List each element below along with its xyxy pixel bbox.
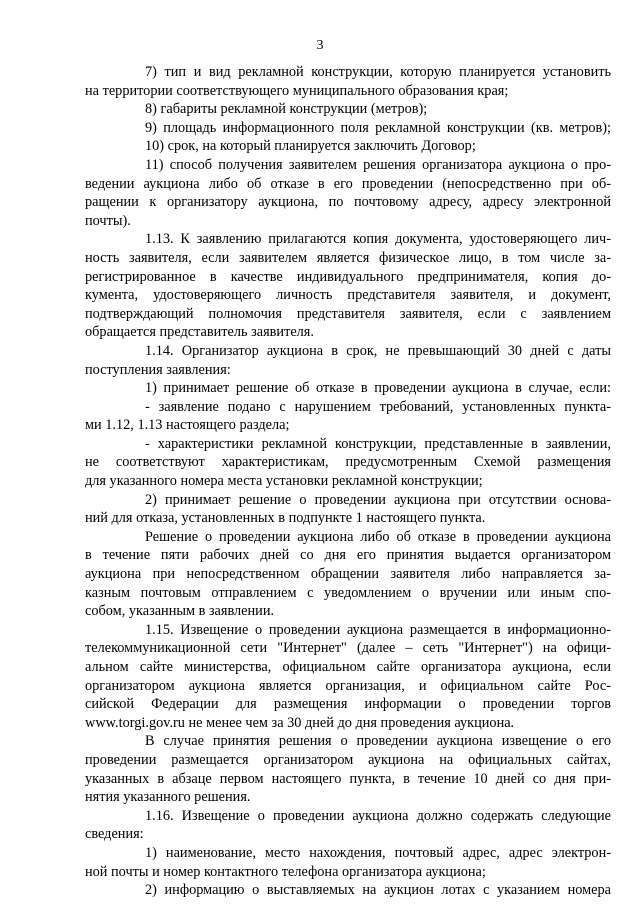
- text-line: 1.13. К заявлению прилагаются копия документа, удостоверяющего лич-: [145, 231, 611, 248]
- text-line: альном сайте министерства, официальном сайте организатора аукциона, если: [85, 659, 611, 675]
- text-line: 1.16. Извещение о проведении аукциона должно содержать следующие: [145, 807, 611, 824]
- text-line: 9) площадь информационного поля рекламной конструкции (кв. метров);: [145, 119, 611, 136]
- text-line: - заявление подано с нарушением требований, установленных пункта-: [145, 398, 611, 415]
- text-line: указанных в абзаце первом настоящего пункта, в течение 10 дней со дня при-: [85, 770, 611, 787]
- text-line: www.torgi.gov.ru не менее чем за 30 дней до дня проведения аукциона.: [85, 714, 515, 731]
- text-line: в течение пяти рабочих дней со дня его принятия выдается организатором: [85, 547, 611, 564]
- text-line: 2) информацию о выставляемых на аукцион лотах с указанием номера: [145, 882, 611, 899]
- text-line: ной почты и номер контактного телефона организатора аукциона;: [85, 863, 486, 880]
- text-line: ний для отказа, установленных в подпункте 1 настоящего пункта.: [85, 510, 486, 527]
- text-line: подтверждающий полномочия представителя заявителя, если с заявлением: [85, 305, 611, 322]
- text-line: нятия указанного решения.: [85, 789, 251, 806]
- text-line: регистрированное в качестве индивидуального предпринимателя, копия до-: [85, 268, 611, 285]
- text-line: на территории соответствующего муниципального образования края;: [85, 82, 509, 99]
- text-line: 2) принимает решение о проведении аукциона при отсутствии основа-: [145, 491, 611, 508]
- text-line: В случае принятия решения о проведении аукциона извещение о его: [145, 733, 611, 750]
- document-body: [85, 63, 611, 900]
- text-line: 1) принимает решение об отказе в проведении аукциона в случае, если:: [145, 380, 611, 397]
- text-line: для указанного номера места установки рекламной конструкции;: [85, 473, 483, 490]
- text-line: обращается представитель заявителя.: [85, 324, 314, 341]
- text-line: ращении к организатору аукциона, по почтовому адресу, адресу электронной: [85, 194, 611, 211]
- text-line: проведении размещается организатором аукциона на официальных сайтах,: [85, 751, 611, 768]
- text-line: телекоммуникационной сети "Интернет" (далее – сеть "Интернет") на офици-: [85, 640, 611, 657]
- text-line: ми 1.12, 1.13 настоящего раздела;: [85, 417, 290, 434]
- text-line: собом, указанным в заявлении.: [85, 603, 275, 620]
- text-line: ведении аукциона либо об отказе в его проведении (непосредственно при об-: [85, 175, 611, 192]
- text-line: 7) тип и вид рекламной конструкции, которую планируется установить: [145, 64, 611, 80]
- text-line: 1.14. Организатор аукциона в срок, не превышающий 30 дней с даты: [145, 342, 611, 359]
- text-line: 10) срок, на который планируется заключить Договор;: [145, 138, 476, 155]
- text-line: почты).: [85, 212, 131, 229]
- text-line: кумента, удостоверяющего личность представителя заявителя, и документ,: [85, 287, 611, 304]
- text-line: сийской Федерации для размещения информации о проведении торгов: [85, 696, 611, 713]
- text-line: 1.15. Извещение о проведении аукциона размещается в информационно-: [145, 621, 611, 638]
- text-line: организатором аукциона является организация, и официальном сайте Рос-: [85, 677, 611, 694]
- text-line: - характеристики рекламной конструкции, представленные в заявлении,: [145, 435, 611, 452]
- text-line: аукциона при непосредственном обращении заявителя либо направляется за-: [85, 566, 611, 583]
- text-line: 1) наименование, место нахождения, почтовый адрес, адрес электрон-: [145, 844, 611, 861]
- text-line: ность заявителя, если заявителем является физическое лицо, в том числе за-: [85, 249, 611, 266]
- page-number: 3: [316, 38, 324, 53]
- text-line: казным почтовым отправлением с уведомлением о вручении или иным спо-: [85, 584, 611, 601]
- text-line: 8) габариты рекламной конструкции (метров);: [145, 101, 428, 118]
- text-line: сведения:: [85, 826, 144, 843]
- text-line: не соответствуют характеристикам, предусмотренным Схемой размещения: [85, 454, 611, 471]
- text-line: 11) способ получения заявителем решения организатора аукциона о про-: [145, 156, 611, 173]
- text-line: поступления заявления:: [85, 361, 231, 378]
- text-line: Решение о проведении аукциона либо об отказе в проведении аукциона: [145, 528, 611, 545]
